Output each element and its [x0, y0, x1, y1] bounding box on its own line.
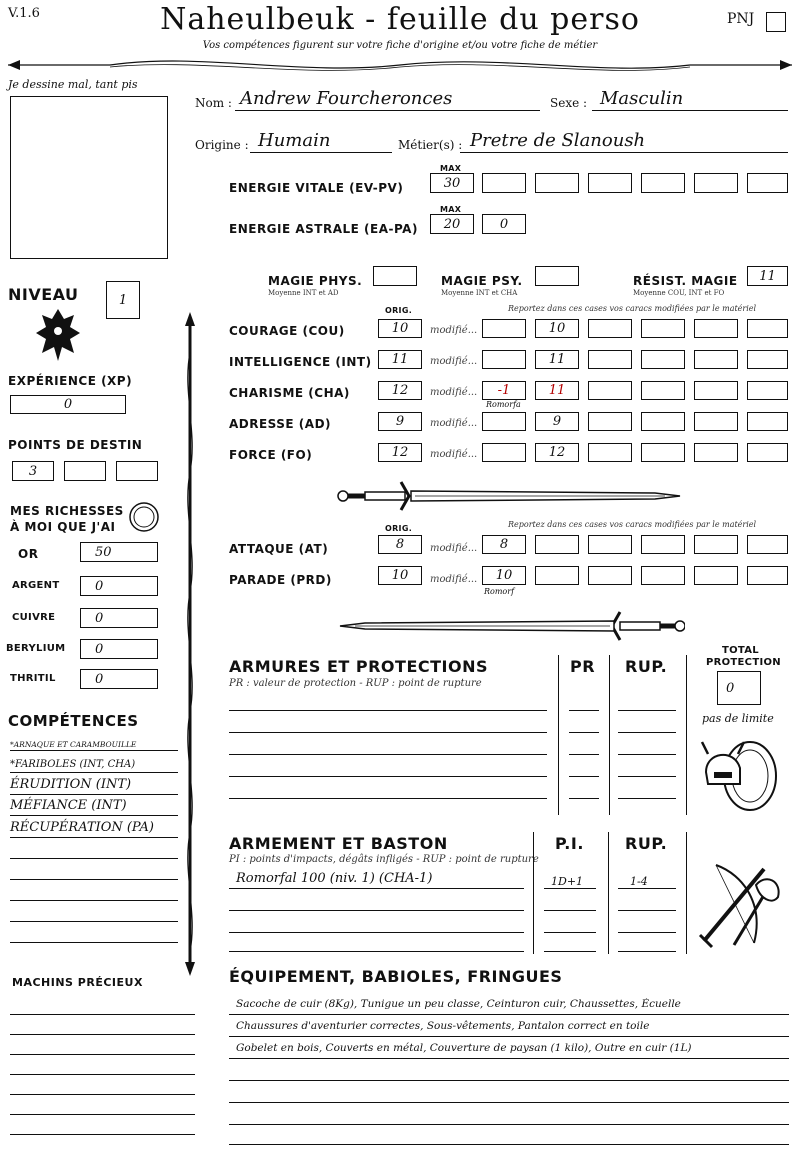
- carac-orig[interactable]: 11: [378, 350, 422, 369]
- armement-col-rup: RUP.: [625, 834, 668, 853]
- magie-phys-sub: Moyenne INT et AD: [268, 289, 339, 297]
- combat-mod-box[interactable]: [641, 535, 685, 554]
- resist-magie-label: RÉSIST. MAGIE: [633, 274, 738, 288]
- richesse-label-berylium: BERYLIUM: [6, 643, 66, 654]
- carac-final[interactable]: 12: [535, 443, 579, 462]
- armures-title: ARMURES ET PROTECTIONS: [229, 657, 488, 676]
- ev-max-value[interactable]: 30: [430, 173, 474, 193]
- origine-value[interactable]: Humain: [258, 130, 331, 151]
- page-subtitle: Vos compétences figurent sur votre fiche d'origine et/ou votre fiche de métier: [202, 40, 598, 51]
- sexe-value[interactable]: Masculin: [600, 88, 684, 109]
- carac-label: CHARISME (CHA): [229, 386, 350, 400]
- ea-label: ENERGIE ASTRALE (EA-PA): [229, 222, 418, 236]
- armures-subtitle: PR : valeur de protection - RUP : point de rupture: [229, 678, 482, 689]
- carac-mod-box[interactable]: [641, 319, 685, 338]
- magie-phys-label: MAGIE PHYS.: [268, 274, 363, 288]
- coin-icon: [128, 501, 160, 533]
- pnj-label: PNJ: [727, 11, 755, 27]
- competence-item[interactable]: MÉFIANCE (INT): [10, 798, 127, 813]
- carac-mod-box[interactable]: [588, 319, 632, 338]
- resist-magie-value[interactable]: 11: [747, 266, 788, 286]
- competence-item[interactable]: *ARNAQUE ET CARAMBOUILLE: [10, 740, 137, 749]
- combat-mod-box[interactable]: [535, 535, 579, 554]
- magie-psy-label: MAGIE PSY.: [441, 274, 523, 288]
- pnj-checkbox[interactable]: [766, 12, 786, 32]
- carac-mod-box[interactable]: [747, 319, 788, 338]
- combat-modifier[interactable]: 10: [482, 566, 526, 585]
- modifie-label: modifié...: [430, 356, 478, 367]
- destin-value-3[interactable]: [116, 461, 158, 481]
- ev-box[interactable]: [482, 173, 526, 193]
- carac-mod-box[interactable]: [694, 350, 738, 369]
- carac-orig[interactable]: 10: [378, 319, 422, 338]
- carac-mod-box[interactable]: [694, 443, 738, 462]
- weapons-icon: [694, 855, 786, 951]
- carac-mod-box[interactable]: [641, 412, 685, 431]
- staff-illustration: [180, 312, 200, 980]
- portrait-box[interactable]: [10, 96, 168, 259]
- richesse-label-argent: ARGENT: [12, 580, 60, 591]
- richesse-value-thritil[interactable]: 0: [80, 669, 158, 689]
- carac-note: Romorfa: [486, 400, 521, 409]
- destin-value-2[interactable]: [64, 461, 106, 481]
- sexe-label: Sexe :: [550, 96, 588, 110]
- carac-mod-box[interactable]: [694, 412, 738, 431]
- equipement-title: ÉQUIPEMENT, BABIOLES, FRINGUES: [229, 967, 563, 986]
- richesse-value-or[interactable]: 50: [80, 542, 158, 562]
- origine-label: Origine :: [195, 138, 249, 152]
- modifie-label: modifié...: [430, 543, 478, 554]
- combat-mod-box[interactable]: [535, 566, 579, 585]
- modifie-label: modifié...: [430, 418, 478, 429]
- carac-mod-box[interactable]: [747, 443, 788, 462]
- richesse-label-or: OR: [18, 547, 39, 561]
- magie-psy-value[interactable]: [535, 266, 579, 286]
- carac-mod-box[interactable]: [694, 381, 738, 400]
- helmet-shield-icon: [700, 728, 780, 812]
- combat-label: ATTAQUE (AT): [229, 542, 329, 556]
- carac-modifier[interactable]: [482, 350, 526, 369]
- ev-max-label: MAX: [440, 164, 462, 173]
- weapon-name[interactable]: Romorfal 100 (niv. 1) (CHA-1): [236, 871, 433, 886]
- armures-col-rup: RUP.: [625, 657, 668, 676]
- competence-item[interactable]: ÉRUDITION (INT): [10, 777, 132, 792]
- ev-box[interactable]: [535, 173, 579, 193]
- resist-magie-sub: Moyenne COU, INT et FO: [633, 289, 725, 297]
- equipement-line[interactable]: Gobelet en bois, Couverts en métal, Couverture de paysan (1 kilo), Outre en cuir (1L): [236, 1042, 692, 1054]
- weapon-pi[interactable]: 1D+1: [551, 875, 584, 888]
- magie-psy-sub: Moyenne INT et CHA: [441, 289, 518, 297]
- carac-label: FORCE (FO): [229, 448, 313, 462]
- carac-modifier[interactable]: [482, 443, 526, 462]
- carac-mod-box[interactable]: [747, 381, 788, 400]
- carac-modifier[interactable]: [482, 412, 526, 431]
- competences-title: COMPÉTENCES: [8, 712, 139, 730]
- carac-mod-box[interactable]: [641, 443, 685, 462]
- weapon-rup[interactable]: 1-4: [630, 875, 648, 888]
- modifie-label: modifié...: [430, 449, 478, 460]
- carac-final[interactable]: 9: [535, 412, 579, 431]
- metier-label: Métier(s) :: [398, 138, 463, 152]
- magie-phys-value[interactable]: [373, 266, 417, 286]
- metier-value[interactable]: Pretre de Slanoush: [470, 130, 646, 151]
- carac-label: COURAGE (COU): [229, 324, 345, 338]
- ev-label: ENERGIE VITALE (EV-PV): [229, 181, 404, 195]
- combat-mod-box[interactable]: [694, 535, 738, 554]
- carac-label: ADRESSE (AD): [229, 417, 332, 431]
- combat-mod-box[interactable]: [588, 566, 632, 585]
- carac-mod-box[interactable]: [747, 350, 788, 369]
- destin-label: POINTS DE DESTIN: [8, 438, 143, 452]
- combat-note: Romorf: [484, 587, 515, 596]
- ev-box[interactable]: [588, 173, 632, 193]
- carac-orig[interactable]: 12: [378, 381, 422, 400]
- carac-mod-box[interactable]: [641, 350, 685, 369]
- combat-mod-box[interactable]: [694, 566, 738, 585]
- experience-label: EXPÉRIENCE (XP): [8, 374, 133, 388]
- carac-label: INTELLIGENCE (INT): [229, 355, 372, 369]
- carac-modifier[interactable]: -1: [482, 381, 526, 400]
- richesse-value-cuivre[interactable]: 0: [80, 608, 158, 628]
- carac-mod-box[interactable]: [588, 350, 632, 369]
- nom-value[interactable]: Andrew Fourcheronces: [240, 88, 453, 109]
- modifie-label: modifié...: [430, 387, 478, 398]
- combat-mod-box[interactable]: [747, 535, 788, 554]
- carac-mod-box[interactable]: [588, 381, 632, 400]
- armement-title: ARMEMENT ET BASTON: [229, 834, 448, 853]
- equipement-line[interactable]: Sacoche de cuir (8Kg), Tunigue un peu classe, Ceinturon cuir, Chaussettes, Écuelle: [236, 998, 681, 1010]
- competence-item[interactable]: *FARIBOLES (INT, CHA): [10, 759, 136, 770]
- armement-subtitle: PI : points d'impacts, dégâts infligés - RUP : point de rupture: [229, 854, 539, 865]
- niveau-value[interactable]: 1: [106, 281, 140, 319]
- carac-mod-box[interactable]: [588, 443, 632, 462]
- carac-mod-box[interactable]: [588, 412, 632, 431]
- ev-box[interactable]: [694, 173, 738, 193]
- competence-item[interactable]: RÉCUPÉRATION (PA): [10, 820, 154, 835]
- combat-mod-box[interactable]: [641, 566, 685, 585]
- carac-orig[interactable]: 12: [378, 443, 422, 462]
- carac-mod-box[interactable]: [641, 381, 685, 400]
- caracs-note: Reportez dans ces cases vos caracs modifiées par le matériel: [508, 304, 757, 313]
- total-protection-label-2: PROTECTION: [706, 657, 781, 668]
- limit-note: pas de limite: [702, 712, 774, 725]
- version-label: V.1.6: [8, 6, 40, 21]
- carac-final[interactable]: 11: [535, 350, 579, 369]
- modifie-label: modifié...: [430, 325, 478, 336]
- ev-box[interactable]: [641, 173, 685, 193]
- ea-current-value[interactable]: 0: [482, 214, 526, 234]
- armures-col-pr: PR: [570, 657, 596, 676]
- modifie-label: modifié...: [430, 574, 478, 585]
- total-protection-value[interactable]: 0: [717, 671, 761, 705]
- sword-illustration: [335, 478, 685, 514]
- page-title: Naheulbeuk - feuille du perso: [160, 2, 640, 37]
- combat-modifier[interactable]: 8: [482, 535, 526, 554]
- combat-label: PARADE (PRD): [229, 573, 332, 587]
- combat-orig-label: ORIG.: [385, 524, 413, 533]
- carac-mod-box[interactable]: [694, 319, 738, 338]
- niveau-label: NIVEAU: [8, 285, 79, 304]
- richesse-value-argent[interactable]: 0: [80, 576, 158, 596]
- richesse-value-berylium[interactable]: 0: [80, 639, 158, 659]
- carac-modifier[interactable]: [482, 319, 526, 338]
- richesse-label-thritil: THRITIL: [10, 673, 56, 684]
- equipement-line[interactable]: Chaussures d'aventurier correctes, Sous-vêtements, Pantalon correct en toile: [236, 1020, 650, 1032]
- combat-mod-box[interactable]: [588, 535, 632, 554]
- combat-note: Reportez dans ces cases vos caracs modifiées par le matériel: [508, 520, 757, 529]
- caracs-orig-label: ORIG.: [385, 306, 413, 315]
- carac-final[interactable]: 11: [535, 381, 579, 400]
- richesses-label-1: MES RICHESSES: [10, 504, 124, 518]
- richesse-label-cuivre: CUIVRE: [12, 612, 56, 623]
- ea-max-label: MAX: [440, 205, 462, 214]
- armement-col-pi: P.I.: [555, 834, 584, 853]
- sword-illustration: [335, 608, 685, 644]
- carac-mod-box[interactable]: [747, 412, 788, 431]
- combat-orig[interactable]: 8: [378, 535, 422, 554]
- nom-label: Nom :: [195, 96, 232, 110]
- portrait-caption: Je dessine mal, tant pis: [8, 78, 138, 91]
- experience-value[interactable]: 0: [10, 395, 126, 414]
- richesses-label-2: À MOI QUE J'AI: [10, 520, 116, 534]
- header-ornament: [0, 54, 800, 76]
- combat-orig[interactable]: 10: [378, 566, 422, 585]
- ev-box[interactable]: [747, 173, 788, 193]
- ea-max-value[interactable]: 20: [430, 214, 474, 234]
- carac-orig[interactable]: 9: [378, 412, 422, 431]
- dragon-icon: [34, 305, 82, 365]
- destin-value-1[interactable]: 3: [12, 461, 54, 481]
- combat-mod-box[interactable]: [747, 566, 788, 585]
- carac-final[interactable]: 10: [535, 319, 579, 338]
- total-protection-label-1: TOTAL: [722, 645, 759, 656]
- machins-title: MACHINS PRÉCIEUX: [12, 976, 143, 989]
